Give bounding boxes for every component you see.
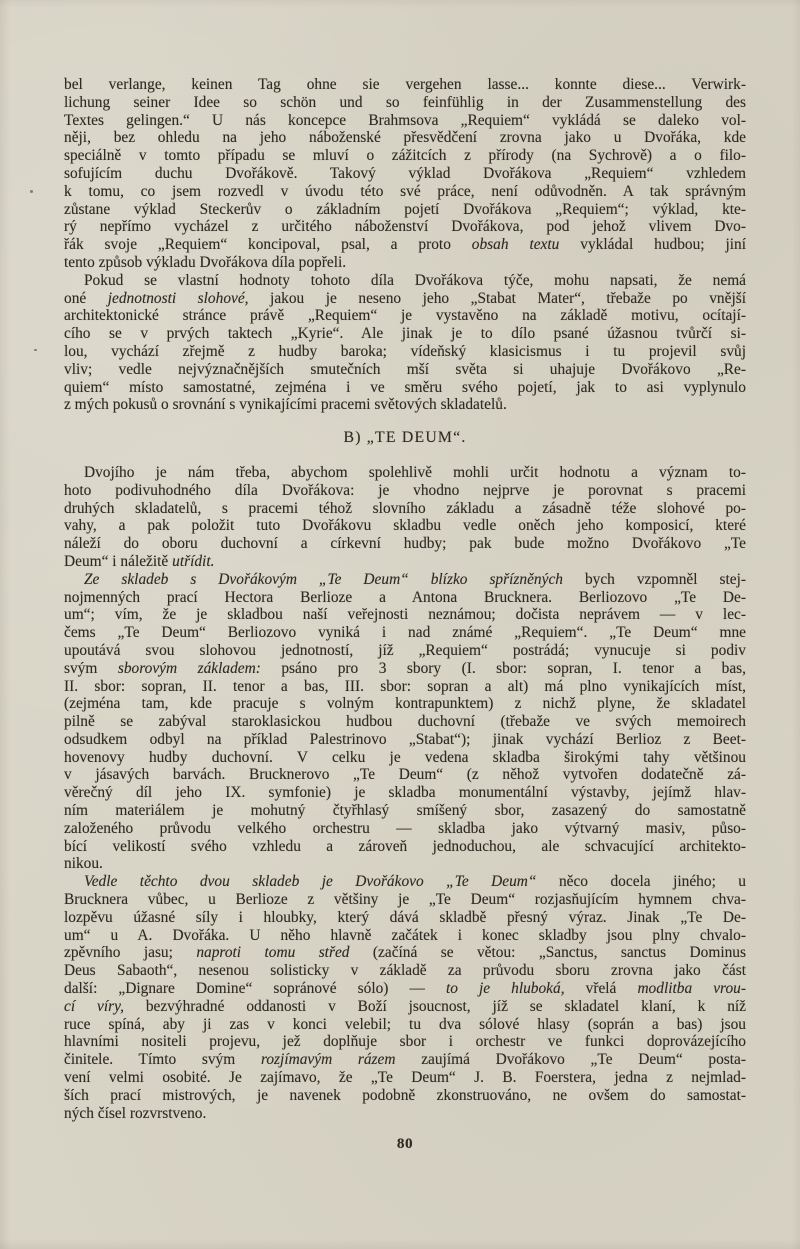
text-segment: oné [64,289,108,307]
text-segment: v jásavých barvách. Brucknerovo „Te Deum“ (z něhož vytvořen dodatečně zá- [64,766,746,784]
text-segment: Dvojího je nám třeba, abychom spolehlivě mohli určit hodnotu a význam to- [84,463,746,481]
text-line [64,464,746,482]
text-line [64,112,746,130]
italic-text-segment: sborovým základem: [117,659,261,677]
text-segment: vahy, a pak položit tuto Dvořákovu skladbu vedle oněch jeho komposicí, které [64,517,746,535]
text-line [64,678,746,696]
text-line [64,307,746,325]
text-line [64,482,746,500]
text-line [64,731,746,749]
italic-text-segment: jednotnosti slohové, [107,289,249,307]
text-segment: věrečný díl jeho IX. symfonie) je skladba monumentální výstavby, jejímž hlav- [64,784,746,802]
text-line [64,980,746,998]
text-line [64,147,746,165]
text-segment: rý nepřímo vycházel z určitého náboženství Dvořákova, pod jehož vlivem Dvo- [64,218,746,236]
paragraph [64,873,746,1122]
text-segment: lou, vychází zřejmě z hudby baroka; vídeňský klasicismus i tu projevil svůj [64,342,746,360]
text-segment: zůstane výklad Steckerův o základním pojetí Dvořákova „Requiem“; výklad, kte- [64,200,746,218]
text-line [64,962,746,980]
text-segment: svým [64,659,118,677]
text-segment: (začíná se větou: „Sanctus, sanctus Dominus [349,944,746,962]
text-line [64,749,746,767]
text-line [64,909,746,927]
text-line [64,802,746,820]
text-line [64,165,746,183]
text-line [64,76,746,94]
text-segment: k tomu, co jsem rozvedl v úvodu této své práce, není odůvodněn. A tak správným [64,182,746,200]
text-segment: um“ u A. Dvořáka. U něho hlavně začátek i konec skladby jsou plny chvalo- [64,926,746,944]
text-line [64,254,746,272]
paragraph [64,76,746,272]
text-segment: vliv; vedle nejvýznačnějších smutečních mší světa si uhajuje Dvořákovo „Re- [64,360,746,378]
text-line [64,998,746,1016]
text-line [64,571,746,589]
text-segment: zaujímá Dvořákovo „Te Deum“ posta- [395,1051,746,1069]
text-line [64,624,746,642]
text-segment: řák svoje „Requiem“ koncipoval, psal, a proto [64,236,472,254]
italic-text-segment: modlitba vrou- [637,980,746,998]
text-line [64,517,746,535]
text-line [64,1069,746,1087]
text-segment: nojmenných prací Hectora Berlioze a Antona Brucknera. Berliozovo „Te De- [64,588,746,606]
text-line [64,820,746,838]
text-line [64,1105,746,1123]
text-segment: Deus Sabaoth“, nesenou solisticky v základě za průvodu sboru zrovna jako část [64,962,746,980]
text-line [64,606,746,624]
text-line [64,1016,746,1034]
text-line [64,500,746,518]
text-segment: Brucknera vůbec, u Berlioze z většiny je „Te Deum“ rozjasňujícím hymnem chva- [64,891,746,909]
text-segment: ších prací mistrových, je navenek podobně zkonstruováno, ne ovšem do samostat- [64,1086,746,1104]
text-segment: něji, bez ohledu na jeho náboženské přesvědčení zrovna jako u Dvořáka, kde [64,129,746,147]
text-segment: cího se v prvých taktech „Kyrie“. Ale jinak je to dílo psané úžasnou tvůrčí si- [64,325,746,343]
text-line [64,94,746,112]
text-segment: Textes gelingen.“ U nás koncepce Brahmsova „Requiem“ vykládá se daleko vol- [64,111,746,129]
text-segment: ných čísel rozvrstveno. [64,1104,207,1122]
text-line [64,695,746,713]
text-segment: z mých pokusů o srovnání s vynikajícími pracemi světových skladatelů. [64,396,507,414]
text-flow [64,76,746,1153]
italic-text-segment: to je hluboká, [445,980,565,998]
text-line [64,535,746,553]
text-line [64,396,746,414]
text-segment: jakou je neseno jeho „Stabat Mater“, třebaže po vnější [248,289,746,307]
text-segment: bel verlange, keinen Tag ohne sie vergehen lasse... konnte diese... Verwirk- [64,76,746,93]
text-line [64,325,746,343]
text-segment: další: „Dignare Domine“ sopránové sólo) — [64,980,446,998]
italic-text-segment: cí víry, [64,997,124,1015]
text-segment: II. sbor: sopran, II. tenor a bas, III. sbor: sopran a alt) má plno vynikajících míst, [64,677,746,695]
italic-text-segment: Vedle těchto dvou skladeb je Dvořákovo „Te Deum“ [84,873,537,891]
paragraph [64,571,746,874]
text-segment: sofujícím duchu Dvořákově. Takový výklad Dvořákova „Requiem“ vzhledem [64,164,746,182]
text-line [64,129,746,147]
scan-speck [34,349,37,351]
text-segment: tento způsob výkladu Dvořákova díla popřeli. [64,253,347,271]
text-line [64,784,746,802]
text-segment: bící velikostí svého vzhledu a zároveň jednoduchou, ale schvacující architekto- [64,837,746,855]
text-segment: založeného průvodu velkého orchestru — skladba jako výtvarný masiv, půso- [64,819,746,837]
text-segment: náleží do oboru duchovní a církevní hudby; pak bude možno Dvořákovo „Te [64,535,746,553]
text-line [64,290,746,308]
text-segment: vřelá [564,980,638,998]
text-segment: hoto podivuhodného díla Dvořákova: je vhodno nejprve je porovnat s pracemi [64,481,746,499]
text-line [64,218,746,236]
text-segment: speciálně v tomto případu se mluví o zážitcích z přírody (na Sychrově) a o filo- [64,147,746,165]
text-line [64,553,746,571]
text-segment: lichung seiner Idee so schön und so feinfühlig in der Zusammenstellung des [64,93,746,111]
text-segment: um“; vím, že je skladbou naší veřejnosti neznámou; dočista neprávem — v lec- [64,606,746,624]
text-segment: upoutává svou slohovou jednotností, jíž „Requiem“ postrádá; vynucuje si podiv [64,641,746,659]
scan-speck [30,190,33,193]
italic-text-segment: Ze skladeb s Dvořákovým „Te Deum“ blízko spřízněných [84,570,563,588]
paragraph [64,272,746,414]
text-line [64,361,746,379]
text-segment: pilně se zabýval staroklasickou hudbou duchovní (třebaže ve svých memoirech [64,713,746,731]
page-number: 80 [396,1135,414,1153]
text-segment: Pokud se vlastní hodnoty tohoto díla Dvořákova týče, mohu napsati, že nemá [84,271,746,289]
text-line [64,1087,746,1105]
text-segment: bych vzpomněl stej- [562,570,746,588]
text-line [64,891,746,909]
text-segment: hovenovy hudby duchovní. V celku je vedena skladba širokými tahy většinou [64,748,746,766]
text-segment: vení velmi osobité. Je zajímavo, že „Te Deum“ J. B. Foerstera, jedna z nejmlad- [64,1069,746,1087]
text-segment: architektonické stránce právě „Requiem“ je vystavěno na základě motivu, ocítají- [64,307,746,325]
paragraph [64,464,746,571]
text-segment: činitele. Tímto svým [64,1051,261,1069]
text-segment: ruce spíná, aby ji zas v konci velebil; tu dva sólové hlasy (soprán a bas) jsou [64,1015,746,1033]
text-segment: bezvýhradné oddanosti v Boží jsoucnost, jíž se skladatel klaní, k níž [123,997,746,1015]
text-line [64,838,746,856]
text-segment: hlavními nositeli projevu, jež doplňuje sbor i orchestr ve funkci doprovázejícího [64,1033,746,1051]
text-line [64,944,746,962]
text-line [64,379,746,397]
text-line [64,272,746,290]
italic-text-segment: naproti tomu střed [196,944,350,962]
text-line [64,927,746,945]
text-segment: (zejména tam, kde pracuje s volným kontrapunktem) z nichž plyne, že skladatel [64,695,746,713]
text-segment: nikou. [64,855,103,873]
text-segment: Deum“ i náležitě [64,552,173,570]
text-segment: psáno pro 3 sbory (I. sbor: sopran, I. tenor a bas, [260,659,747,677]
text-segment: odsudkem odbyl na příklad Palestrinovo „Stabat“); jinak vychází Berlioz z Beet- [64,730,746,748]
text-segment: lozpěvu úžasné síly i hloubky, který dává skladbě přesný výraz. Jinak „Te De- [64,908,746,926]
text-segment: quiem“ místo samostatné, zejména i ve směru svého pojetí, jak to asi vyplynulo [64,378,746,396]
text-line [64,660,746,678]
text-segment: druhých skladatelů, s pracemi téhož slovního základu a zásadně téže slohové po- [64,499,746,517]
text-line [64,343,746,361]
text-line [64,855,746,873]
text-segment: ním materiálem je mohutný čtyřhlasý smíšený sbor, zasazený do samostatně [64,802,746,820]
text-line [64,642,746,660]
italic-text-segment: rozjímavým rázem [260,1051,396,1069]
text-segment: zpěvního jasu; [64,944,197,962]
text-line [64,589,746,607]
section-heading: B) „TE DEUM“. [343,429,467,447]
text-line [64,873,746,891]
text-line [64,201,746,219]
text-line [64,766,746,784]
text-line [64,236,746,254]
text-segment: vykládal hudbou; jiní [559,236,746,254]
text-line [64,183,746,201]
text-line [64,713,746,731]
italic-text-segment: utřídit. [172,552,215,570]
text-line [64,1033,746,1051]
text-segment: něco docela jiného; u [536,873,747,891]
italic-text-segment: obsah textu [471,236,560,254]
text-segment: čems „Te Deum“ Berliozovo vyniká i nad známé „Requiem“. „Te Deum“ mne [64,624,746,642]
text-line [64,1051,746,1069]
